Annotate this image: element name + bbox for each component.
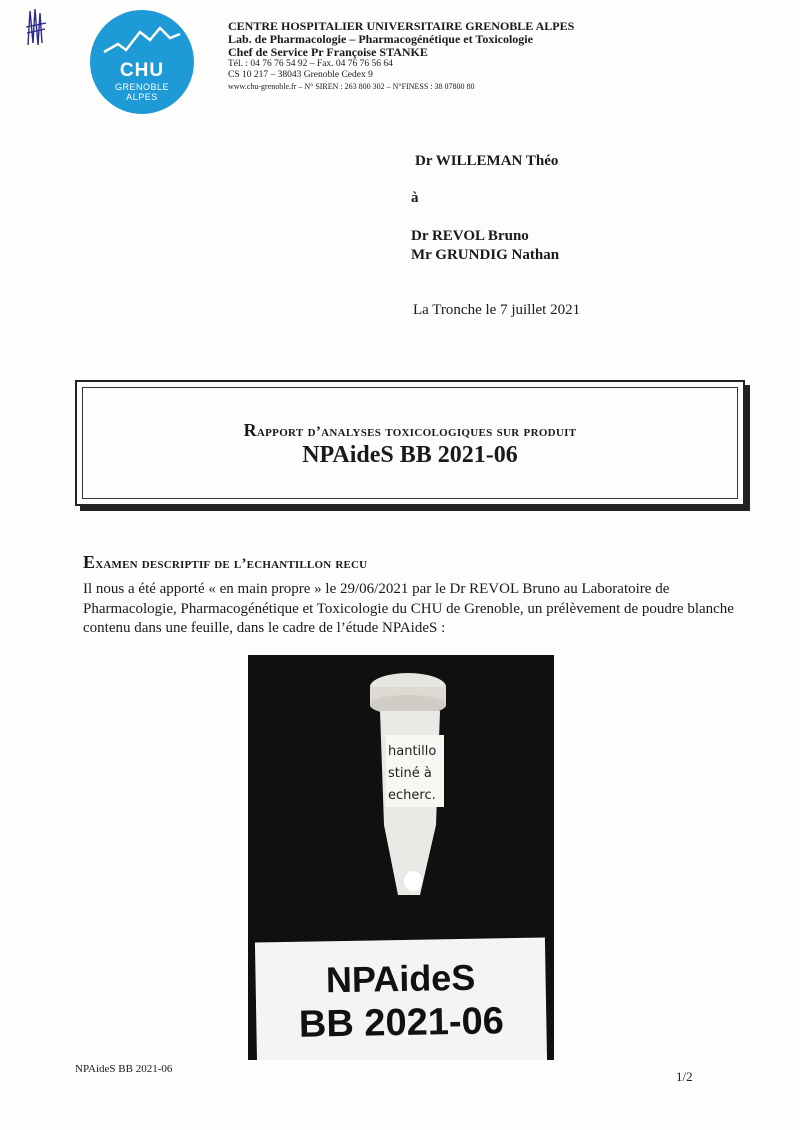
sample-label-card [255, 937, 547, 1060]
to-word: à [411, 190, 419, 206]
lab-name: Lab. de Pharmacologie – Pharmacogénétique et Toxicologie [228, 32, 533, 46]
footer-reference: NPAideS BB 2021-06 [75, 1063, 173, 1075]
report-code: NPAideS BB 2021-06 [302, 442, 518, 468]
section-heading: Examen descriptif de l’echantillon recu [83, 552, 368, 572]
sample-tube-image [248, 655, 554, 955]
service-head: Chef de Service Pr Françoise STANKE [228, 45, 428, 59]
letterhead [228, 20, 748, 92]
phone-fax: Tél. : 04 76 76 54 92 – Fax. 04 76 76 56 64 [228, 59, 393, 69]
page-number: 1/2 [676, 1069, 693, 1084]
logo-name: CHU [119, 60, 165, 81]
tube-label-line-2: stiné à [388, 766, 432, 781]
mountain-line-icon [100, 22, 184, 60]
description-paragraph: Il nous a été apporté « en main propre » le 29/06/2021 par le Dr REVOL Bruno au Laboratoire de Pharmacologie, Pharmacogénétique et Toxicologie du CHU de Grenoble, un prélèvement de poudre blanche contenu dans une feuille, dans le cadre de l’étude NPAideS : [83, 581, 734, 636]
recipient-2: Mr GRUNDIG Nathan [411, 247, 560, 263]
sender: Dr WILLEMAN Théo [415, 153, 559, 169]
institution-name: CENTRE HOSPITALIER UNIVERSITAIRE GRENOBLE ALPES [228, 19, 575, 33]
report-title-box [75, 380, 745, 506]
place-date: La Tronche le 7 juillet 2021 [413, 302, 581, 318]
tube-label-line-1: hantillo [388, 744, 437, 759]
tube-label-line-3: echerc. [388, 788, 436, 803]
logo-city: GRENOBLE ALPES [114, 82, 169, 102]
recipient-1: Dr REVOL Bruno [411, 228, 529, 244]
report-title: Rapport d’analyses toxicologiques sur produit [243, 420, 577, 440]
postal-address: CS 10 217 – 38043 Grenoble Cedex 9 [228, 70, 373, 80]
card-line-2: BB 2021-06 [298, 1000, 505, 1046]
initials-scribble [20, 5, 50, 50]
website-ids: www.chu-grenoble.fr – N° SIREN : 263 800 302 – N°FINESS : 38 07800 80 [228, 82, 475, 91]
chu-logo [90, 10, 194, 114]
sample-photo [248, 655, 554, 1060]
card-line-1: NPAideS [325, 956, 476, 1001]
